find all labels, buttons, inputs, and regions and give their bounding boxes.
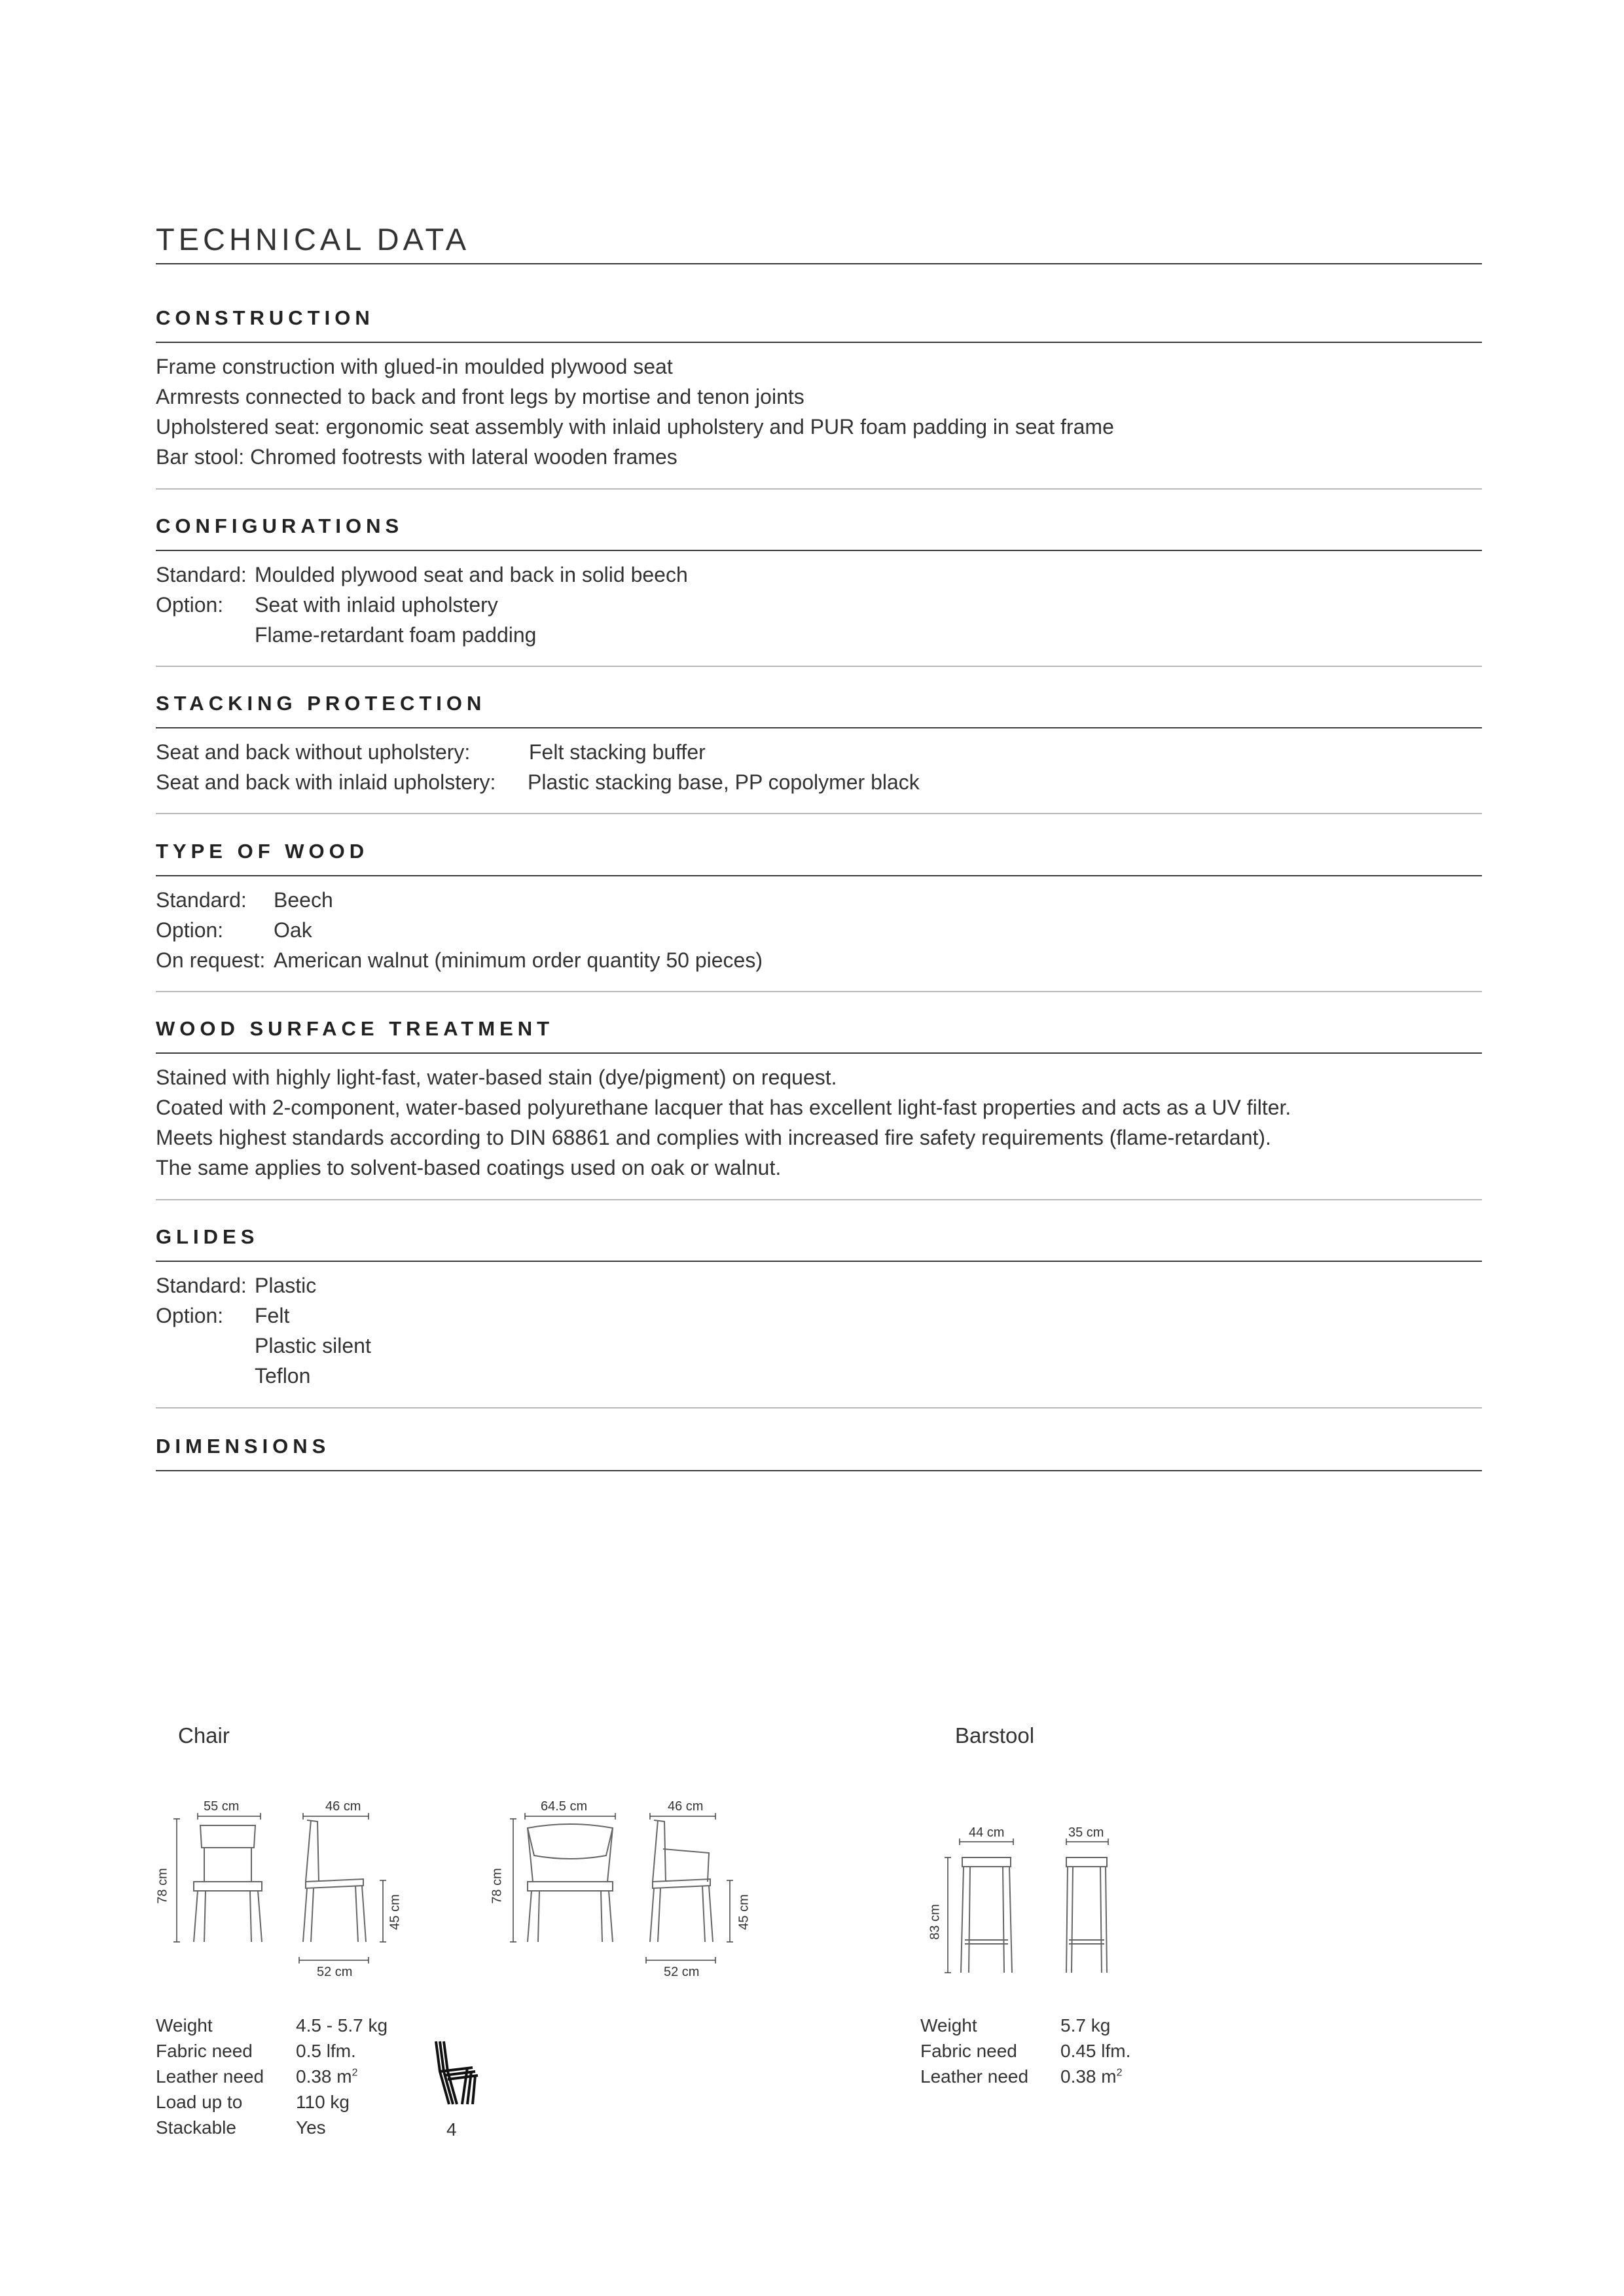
spec-row xyxy=(920,2038,1130,2064)
section-divider xyxy=(156,1199,1482,1200)
spec-value: 110 kg xyxy=(296,2092,350,2112)
construction-line-1: Frame construction with glued-in moulded plywood seat xyxy=(156,355,673,378)
page-title: TECHNICAL DATA xyxy=(156,222,471,257)
spec-value xyxy=(1060,2064,1123,2089)
wood-value-standard: Beech xyxy=(274,888,333,912)
glides-value-option-1: Felt xyxy=(255,1304,290,1327)
spec-row xyxy=(156,2013,388,2038)
section-divider xyxy=(156,991,1482,992)
barstool-width-label: 44 cm xyxy=(969,1825,1005,1840)
spec-key: Weight xyxy=(156,2015,213,2036)
config-value-standard: Moulded plywood seat and back in solid beech xyxy=(255,563,688,586)
stacking-label-2: Seat and back with inlaid upholstery: xyxy=(156,770,496,794)
surface-line-3: Meets highest standards according to DIN 68861 and complies with increased fire safety requirements (flame-retardant). xyxy=(156,1126,1271,1149)
chair-side-bottom-label: 52 cm xyxy=(317,1965,353,1979)
section-divider xyxy=(156,488,1482,490)
construction-line-3: Upholstered seat: ergonomic seat assembly with inlaid upholstery and PUR foam padding in seat frame xyxy=(156,415,1114,439)
armchair-side-depth-label: 46 cm xyxy=(668,1799,704,1814)
surface-line-4: The same applies to solvent-based coatings used on oak or walnut. xyxy=(156,1156,782,1179)
section-heading-construction: CONSTRUCTION xyxy=(156,306,374,329)
config-label-option: Option: xyxy=(156,593,224,617)
section-rule xyxy=(156,727,1482,728)
construction-line-2: Armrests connected to back and front legs by mortise and tenon joints xyxy=(156,385,804,408)
spec-value: Yes xyxy=(296,2117,326,2138)
section-divider xyxy=(156,666,1482,667)
glides-label-standard: Standard: xyxy=(156,1274,247,1297)
spec-value-sup: 2 xyxy=(1116,2067,1123,2079)
spec-value-sup: 2 xyxy=(352,2067,358,2079)
spec-value: 4.5 - 5.7 kg xyxy=(296,2015,388,2036)
barstool-side-dim-lines xyxy=(1057,1842,1123,1979)
section-heading-wood: TYPE OF WOOD xyxy=(156,840,369,863)
stacking-value-2: Plastic stacking base, PP copolymer black xyxy=(528,770,920,794)
construction-line-4: Bar stool: Chromed footrests with lateral wooden frames xyxy=(156,445,677,469)
wood-value-option: Oak xyxy=(274,918,312,942)
stacking-label-1: Seat and back without upholstery: xyxy=(156,740,471,764)
spec-row xyxy=(920,2013,1130,2038)
section-divider xyxy=(156,813,1482,814)
config-value-option-1: Seat with inlaid upholstery xyxy=(255,593,498,617)
spec-value xyxy=(296,2064,358,2089)
barstool-heading: Barstool xyxy=(955,1723,1035,1748)
config-label-standard: Standard: xyxy=(156,563,247,586)
armchair-front-width-label: 64.5 cm xyxy=(541,1799,588,1814)
glides-value-standard: Plastic xyxy=(255,1274,317,1297)
section-heading-dimensions: DIMENSIONS xyxy=(156,1435,331,1458)
section-rule xyxy=(156,342,1482,343)
glides-label-option: Option: xyxy=(156,1304,224,1327)
chair-spec-table xyxy=(156,2013,388,2140)
section-rule xyxy=(156,1052,1482,1054)
spec-value-text: 0.38 m xyxy=(296,2066,352,2087)
stack-icon xyxy=(431,2039,483,2111)
section-heading-glides: GLIDES xyxy=(156,1225,259,1248)
armchair-side-seat-label: 45 cm xyxy=(736,1894,751,1930)
armchair-front-height-label: 78 cm xyxy=(490,1868,505,1904)
section-rule xyxy=(156,550,1482,551)
spec-row xyxy=(156,2038,388,2064)
armchair-side-bottom-label: 52 cm xyxy=(664,1965,700,1979)
spec-row xyxy=(156,2115,388,2140)
spec-value: 0.45 lfm. xyxy=(1060,2041,1131,2061)
spec-value: 0.5 lfm. xyxy=(296,2041,356,2061)
spec-row xyxy=(156,2089,388,2115)
surface-line-1: Stained with highly light-fast, water-based stain (dye/pigment) on request. xyxy=(156,1066,837,1089)
spec-key: Weight xyxy=(920,2015,977,2036)
armchair-front-dim-lines xyxy=(508,1816,632,1947)
spec-key: Load up to xyxy=(156,2092,243,2112)
glides-value-option-2: Plastic silent xyxy=(255,1334,371,1357)
surface-line-2: Coated with 2-component, water-based polyurethane lacquer that has excellent light-fast properties and acts as a UV filter. xyxy=(156,1096,1291,1119)
wood-label-option: Option: xyxy=(156,918,224,942)
glides-value-option-3: Teflon xyxy=(255,1364,311,1388)
barstool-front-dim-lines xyxy=(943,1842,1028,1979)
spec-value: 5.7 kg xyxy=(1060,2015,1111,2036)
chair-heading: Chair xyxy=(178,1723,230,1748)
barstool-depth-label: 35 cm xyxy=(1068,1825,1104,1840)
spec-value-text: 0.38 m xyxy=(1060,2066,1117,2087)
section-heading-stacking: STACKING PROTECTION xyxy=(156,692,486,715)
spec-row xyxy=(920,2064,1130,2089)
section-rule xyxy=(156,1470,1482,1471)
chair-side-seat-label: 45 cm xyxy=(388,1894,403,1930)
chair-front-height-label: 78 cm xyxy=(155,1868,170,1904)
spec-key: Fabric need xyxy=(920,2041,1017,2061)
wood-label-request: On request: xyxy=(156,948,266,972)
stack-count: 4 xyxy=(446,2119,457,2140)
section-divider xyxy=(156,1407,1482,1408)
stacking-value-1: Felt stacking buffer xyxy=(529,740,706,764)
section-rule xyxy=(156,875,1482,876)
spec-key: Fabric need xyxy=(156,2041,253,2061)
title-rule xyxy=(156,263,1482,264)
wood-label-standard: Standard: xyxy=(156,888,247,912)
barstool-spec-table xyxy=(920,2013,1130,2089)
spec-row xyxy=(156,2064,388,2089)
config-value-option-2: Flame-retardant foam padding xyxy=(255,623,537,647)
chair-side-depth-label: 46 cm xyxy=(325,1799,361,1814)
section-heading-configurations: CONFIGURATIONS xyxy=(156,514,404,537)
spec-key: Leather need xyxy=(156,2066,264,2087)
section-rule xyxy=(156,1261,1482,1262)
spec-key: Stackable xyxy=(156,2117,236,2138)
barstool-height-label: 83 cm xyxy=(928,1904,943,1940)
spec-key: Leather need xyxy=(920,2066,1029,2087)
chair-front-width-label: 55 cm xyxy=(204,1799,240,1814)
chair-front-dim-lines xyxy=(171,1816,276,1947)
section-heading-surface: WOOD SURFACE TREATMENT xyxy=(156,1017,554,1040)
wood-value-request: American walnut (minimum order quantity 50 pieces) xyxy=(274,948,763,972)
